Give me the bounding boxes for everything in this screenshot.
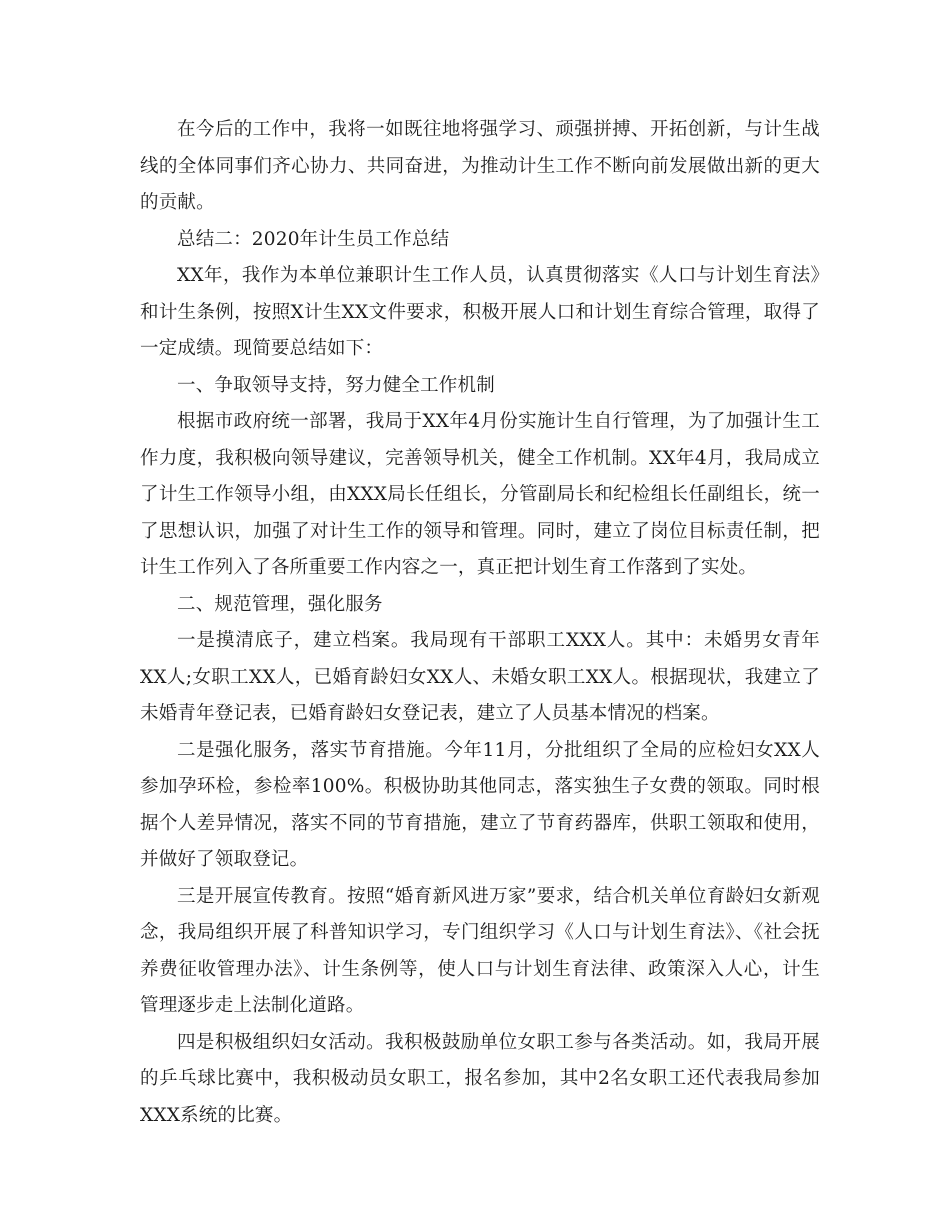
paragraph-archives: 一是摸清底子，建立档案。我局现有干部职工XXX人。其中：未婚男女青年XX人;女职工XX人，已婚育龄妇女XX人、未婚女职工XX人。根据现状，我建立了未婚青年登记表，已婚育龄妇女登记表，建立了人员基本情况的档案。 xyxy=(140,630,820,724)
paragraph-leadership-details: 根据市政府统一部署，我局于XX年4月份实施计生自行管理，为了加强计生工作力度，我积极向领导建议，完善领导机关，健全工作机制。XX年4月，我局成立了计生工作领导小组，由XXX局长任组长，分管副局长和纪检组长任副组长，统一了思想认识，加强了对计生工作的领导和管理。同时，建立了岗位目标责任制，把计生工作列入了各所重要工作内容之一，真正把计划生育工作落到了实处。 xyxy=(140,411,820,578)
heading-standardize-management: 二、规范管理，强化服务 xyxy=(177,593,383,615)
heading-leadership-support: 一、争取领导支持，努力健全工作机制 xyxy=(177,374,495,396)
paragraph-activities: 四是积极组织妇女活动。我积极鼓励单位女职工参与各类活动。如，我局开展的乒乓球比赛中，我积极动员女职工，报名参加，其中2名女职工还代表我局参加XXX系统的比赛。 xyxy=(140,1031,820,1126)
paragraph-publicity: 三是开展宣传教育。按照“婚育新风进万家”要求，结合机关单位育龄妇女新观念，我局组织开展了科普知识学习，专门组织学习《人口与计划生育法》、《社会抚养费征收管理办法》、计生条例等，使人口与计划生育法律、政策深入人心，计生管理逐步走上法制化道路。 xyxy=(140,885,820,1016)
paragraph-intro: XX年，我作为本单位兼职计生工作人员，认真贯彻落实《人口与计划生育法》和计生条例，按照X计生XX文件要求，积极开展人口和计划生育综合管理，取得了一定成绩。现简要总结如下： xyxy=(140,265,820,359)
section-title-summary-two: 总结二：2020年计生员工作总结 xyxy=(177,228,450,250)
paragraph-services: 二是强化服务，落实节育措施。今年11月，分批组织了全局的应检妇女XX人参加孕环检，参检率100%。积极协助其他同志，落实独生子女费的领取。同时根据个人差异情况，落实不同的节育措施，建立了节育药器库，供职工领取和使用，并做好了领取登记。 xyxy=(140,739,820,870)
document-body xyxy=(140,112,820,1134)
paragraph-closing-statement: 在今后的工作中，我将一如既往地将强学习、顽强拼搏、开拓创新，与计生战线的全体同事们齐心协力、共同奋进，为推动计生工作不断向前发展做出新的更大的贡献。 xyxy=(140,119,820,213)
